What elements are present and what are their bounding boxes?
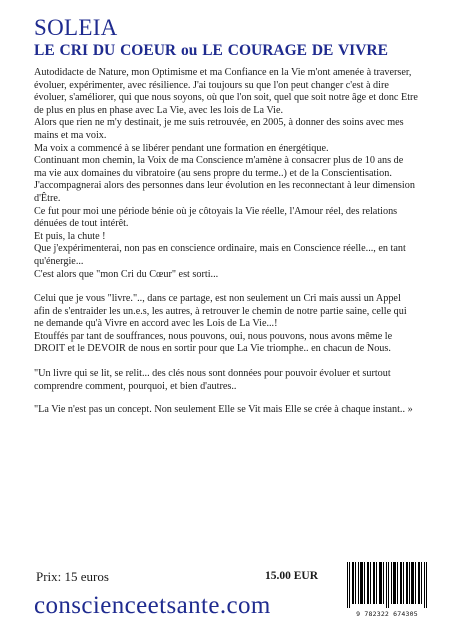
title-block bbox=[34, 16, 444, 60]
author-name: SOLEIA bbox=[34, 15, 118, 40]
barcode-number: 9 782322 674305 bbox=[356, 610, 418, 618]
paragraph: Que j'expérimenterai, non pas en conscience ordinaire, mais en Conscience réelle..., en tant qu'énergie... bbox=[34, 243, 406, 267]
paragraph: Continuant mon chemin, la Voix de ma Conscience m'amène à consacrer plus de 10 ans de ma vie aux domaines du vibratoire (au sens propre du terme..) et de la Conscientisation. bbox=[34, 155, 404, 179]
quote-paragraph: "La Vie n'est pas un concept. Non seulement Elle se Vit mais Elle se crée à chaque instant.. » bbox=[34, 404, 413, 416]
price-eur: 15.00 EUR bbox=[265, 570, 319, 582]
barcode-bars-icon bbox=[343, 562, 431, 609]
paragraph-intro: Autodidacte de Nature, mon Optimisme et ma Confiance en la Vie m'ont amenée à traverser, évoluer, expérimenter, avec résilience. J'ai toujours su que l'on peut changer c'est à dire évoluer, s'améliorer, qui que nous soyons, où que l'on soit, quel que soit notre âge et donc Etre de plus en plus en phase avec La Vie, avec les lois de La Vie. bbox=[34, 67, 418, 116]
paragraph: Et puis, la chute ! bbox=[34, 230, 106, 242]
paragraph: Etouffés par tant de souffrances, nous pouvons, oui, nous pouvons, nous avons même le DROIT et le DEVOIR de nous en sortir pour que La Vie triomphe.. en chacun de Nous. bbox=[34, 330, 393, 355]
book-subtitle: LE CRI DU COEUR ou LE COURAGE DE VIVRE bbox=[34, 42, 388, 59]
blurb-text bbox=[34, 67, 418, 417]
paragraph: Ma voix a commencé à se libérer pendant une formation en énergétique. bbox=[34, 142, 329, 154]
paragraph: Ce fut pour moi une période bénie où je côtoyais la Vie réelle, l'Amour réel, des relations dénuées de tout intérêt. bbox=[34, 205, 398, 230]
barcode bbox=[343, 562, 431, 622]
price-label: Prix: 15 euros bbox=[36, 569, 109, 584]
paragraph: C'est alors que "mon Cri du Cœur" est sorti... bbox=[34, 268, 219, 280]
quote-paragraph: "Un livre qui se lit, se relit... des clés nous sont données pour pouvoir évoluer et surtout comprendre comment, pourquoi, et bien d'autres.. bbox=[34, 368, 391, 392]
paragraph: J'accompagnerai alors des personnes dans leur évolution en les reconnectant à leur dimension d'Être. bbox=[34, 180, 415, 204]
website-link[interactable]: conscienceetsante.com bbox=[34, 592, 271, 619]
paragraph: Alors que rien ne m'y destinait, je me suis retrouvée, en 2005, à donner des soins avec mes mains et ma voix. bbox=[34, 117, 404, 141]
paragraph: Celui que je vous "livre.".., dans ce partage, est non seulement un Cri mais aussi un Appel afin de s'entraider les un.e.s, les autres, à retrouver le chemin de notre partie saine, celle qui ne demande qu'à Vivre en accord avec les Lois de La Vie...! bbox=[34, 293, 407, 330]
